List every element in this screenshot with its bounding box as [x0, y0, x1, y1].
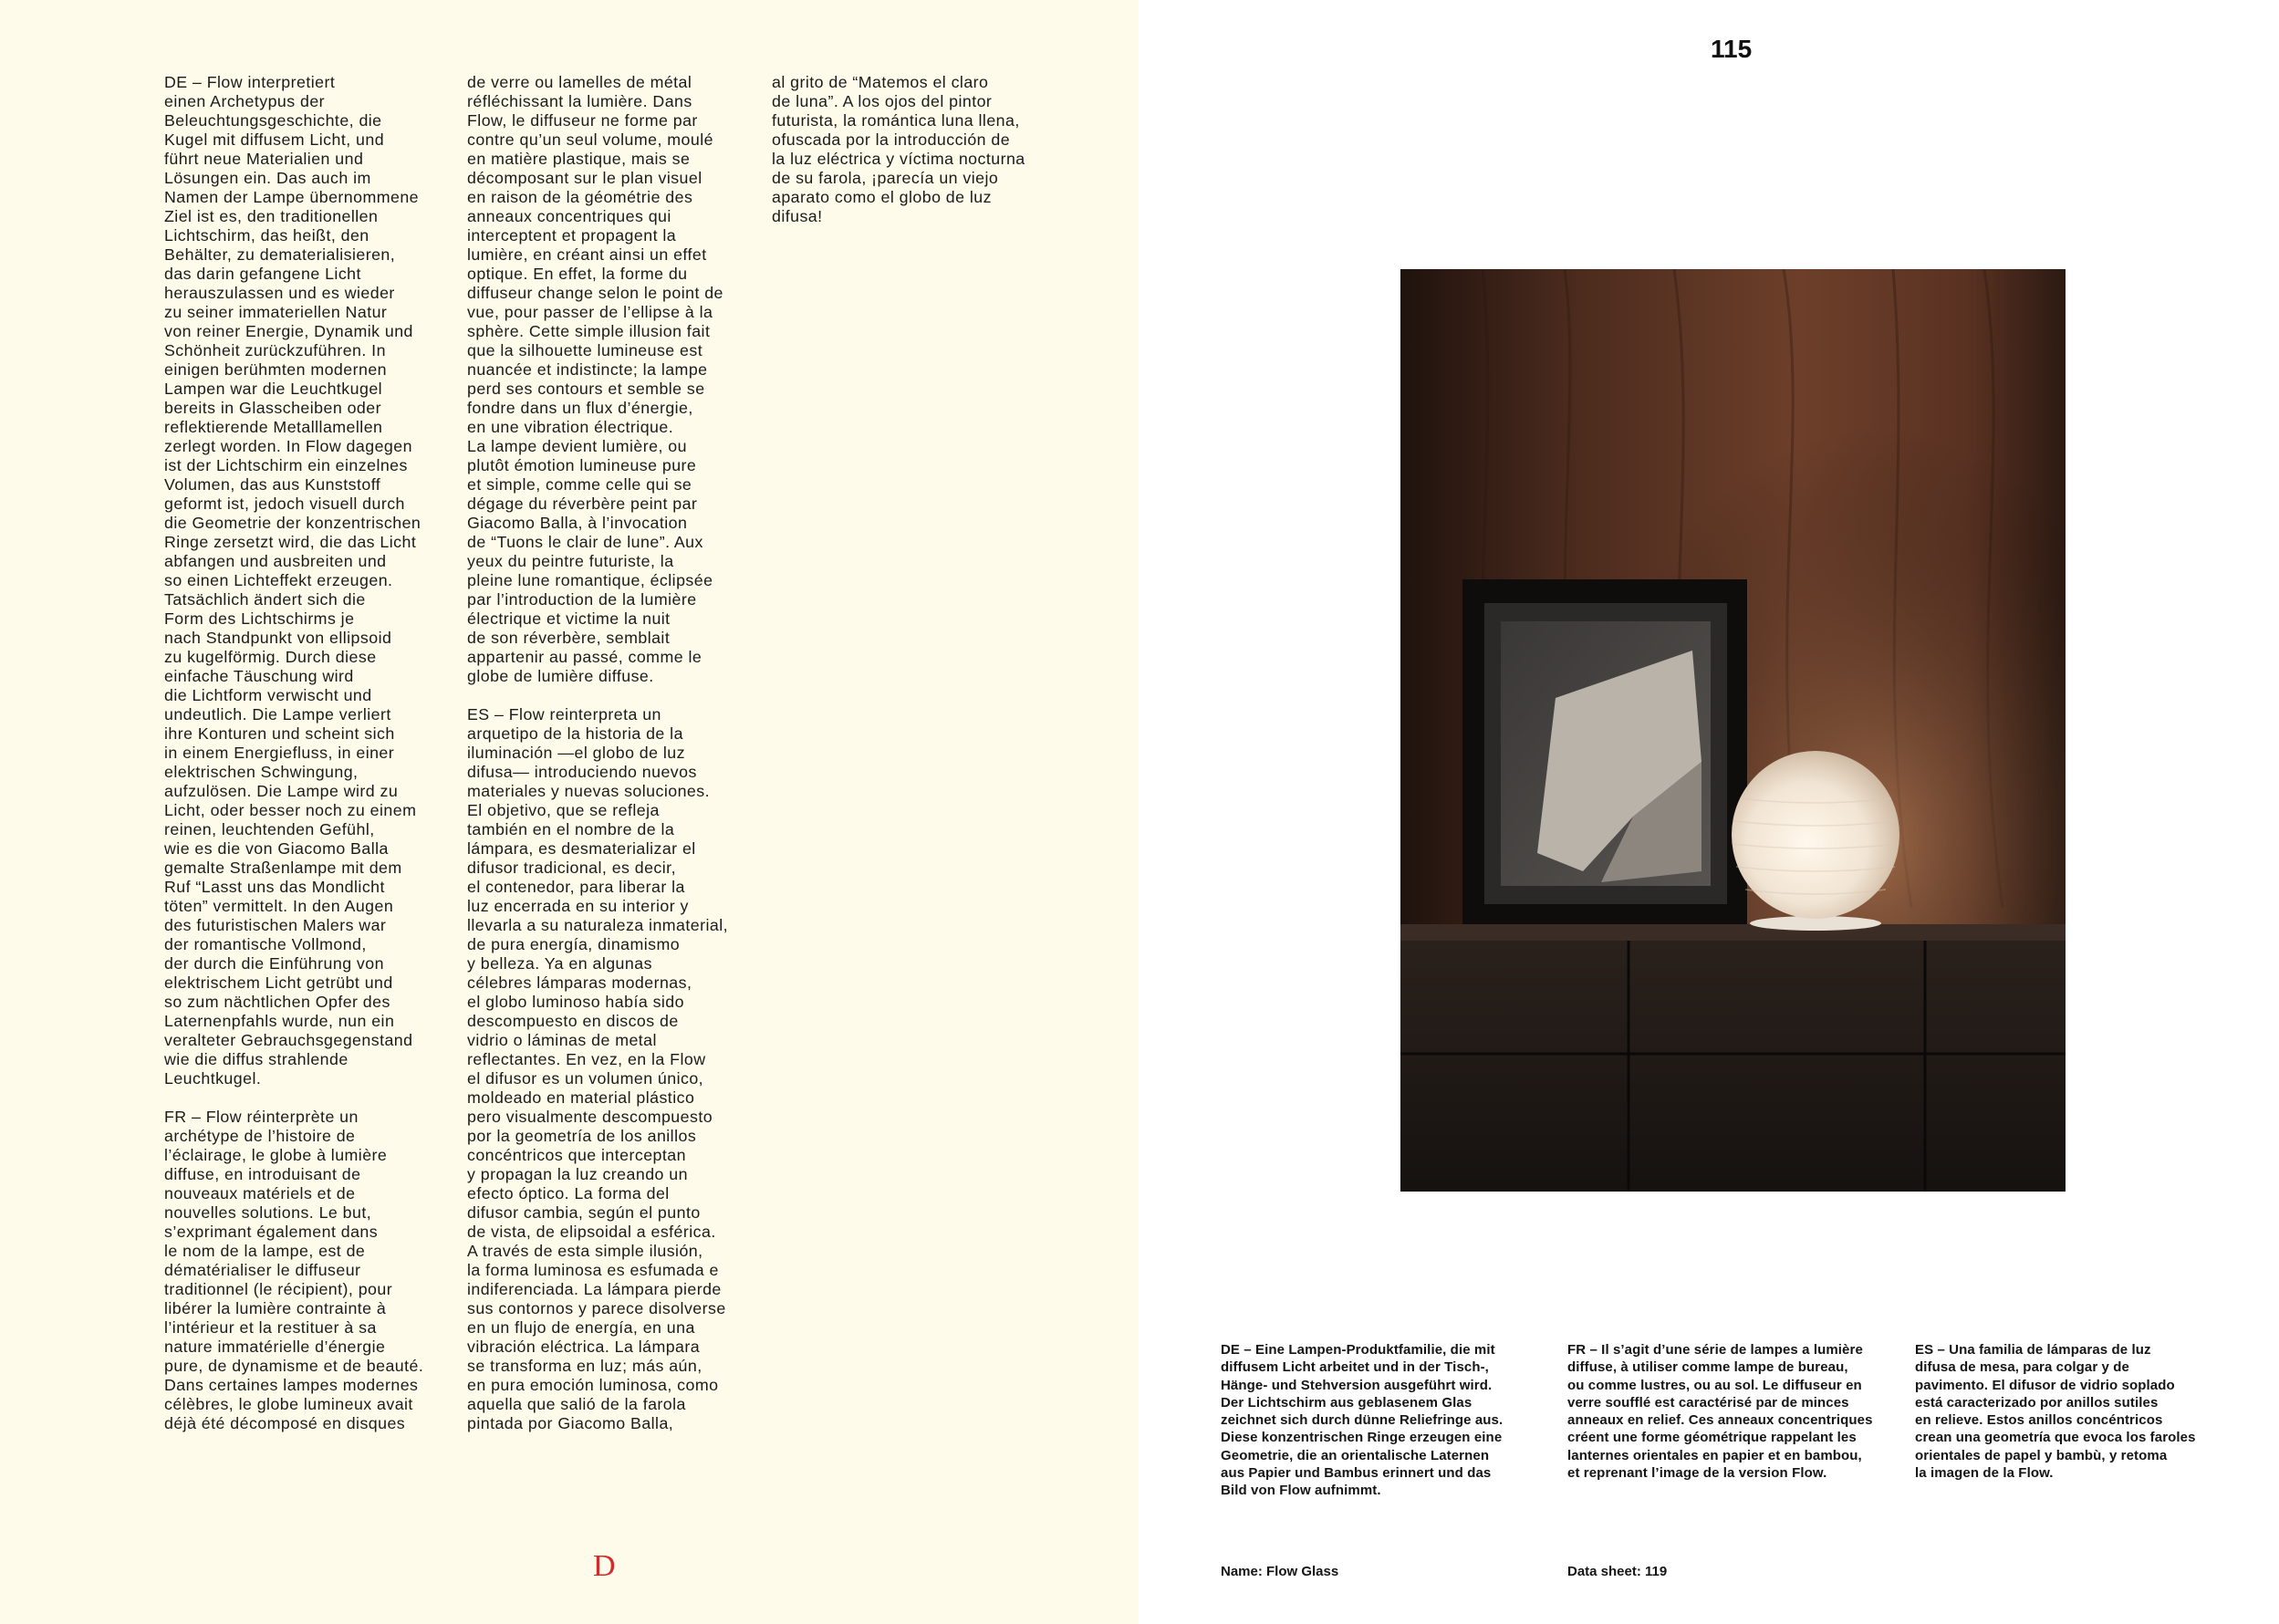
- paragraph-de: DE – Flow interpretiert einen Archetypus der Beleuchtungsgeschichte, die Kugel mit diffusem Licht, und führt neue Materialien und Lösungen ein. Das auch im Namen der Lampe übernommene Ziel ist es, den traditionellen Lichtschirm, das heißt, den Behälter, zu dematerialisieren, das darin gefangene Licht herauszulassen und es wieder zu seiner immateriellen Natur von reiner Energie, Dynamik und Schönheit zurückzuführen. In einigen berühmten modernen Lampen war die Leuchtkugel bereits in Glasscheiben oder reflektierende Metalllamellen zerlegt worden. In Flow dagegen ist der Lichtschirm ein einzelnes Volumen, das aus Kunststoff geformt ist, jedoch visuell durch die Geometrie der konzentrischen Ringe zersetzt wird, die das Licht abfangen und ausbreiten und so einen Lichteffekt erzeugen. Tatsächlich ändert sich die Form des Lichtschirms je nach Standpunkt von ellipsoid zu kugelförmig. Durch diese einfache Täuschung wird die Lichtform verwischt und undeutlich. Die Lampe verliert ihre Konturen und scheint sich in einem Energiefluss, in einer elektrischen Schwingung, aufzulösen. Die Lampe wird zu Licht, oder besser noch zu einem reinen, leuchtenden Gefühl, wie es die von Giacomo Balla gemalte Straßenlampe mit dem Ruf “Lasst uns das Mondlicht töten” vermittelt. In den Augen des futuristischen Malers war der romantische Vollmond, der durch die Einführung von elektrischem Licht getrübt und so zum nächtlichen Opfer des Laternenpfahls wurde, nun ein veralteter Gebrauchsgegenstand wie die diffus strahlende Leuchtkugel.: [164, 73, 421, 1088]
- text-column-3: [772, 73, 1068, 226]
- text-column-1: [164, 73, 461, 1433]
- paragraph-fr-start: FR – Flow réinterprète un archétype de l’histoire de l’éclairage, le globe à lumière diffuse, en introduisant de nouveaux matériels et de nouvelles solutions. Le but, s’exprimant également dans le nom de la lampe, est de dématérialiser le diffuseur traditionnel (le récipient), pour libérer la lumière contrainte à l’intérieur et la restituer à sa nature immatérielle d’énergie pure, de dynamisme et de beauté. Dans certaines lampes modernes célèbres, le globe lumineux avait déjà été décomposé en disques: [164, 1108, 424, 1432]
- caption-de: DE – Eine Lampen-Produktfamilie, die mit diffusem Licht arbeitet und in der Tisch-, Hänge- und Stehversion ausgeführt wird. Der Lichtschirm aus geblasenem Glas zeichnet sich durch dünne Reliefringe aus. Diese konzentrischen Ringe erzeugen eine Geometrie, die an orientalische Laternen aus Papier und Bambus erinnert und das Bild von Flow aufnimmt.: [1221, 1342, 1504, 1499]
- text-column-2: [467, 73, 764, 1433]
- paragraph-es-end: al grito de “Matemos el claro de luna”. A los ojos del pintor futurista, la romántica luna llena, ofuscada por la introducción de la luz eléctrica y víctima nocturna de su farola, ¡parecía un viejo aparato como el globo de luz difusa!: [772, 73, 1025, 225]
- folio-letter: D: [593, 1549, 616, 1583]
- page-number: 115: [1711, 35, 1753, 63]
- caption-fr: FR – Il s’agit d’une série de lampes a lumière diffuse, à utiliser comme lampe de bureau, ou comme lustres, ou au sol. Le diffuseur en verre soufflé est caractérisé par de minces anneaux en relief. Ces anneaux concentriques créent une forme géométrique rappelant les lanternes orientales en papier et en bambou, et reprenant l’image de la version Flow.: [1567, 1342, 1873, 1482]
- paragraph-es-start: ES – Flow reinterpreta un arquetipo de la historia de la iluminación —el globo de luz difusa— introduciendo nuevos materiales y nuevas soluciones. El objetivo, que se refleja también en el nombre de la lámpara, es desmaterializar el difusor tradicional, es decir, el contenedor, para liberar la luz encerrada en su interior y llevarla a su naturaleza inmaterial, de pura energía, dinamismo y belleza. Ya en algunas célebres lámparas modernas, el globo luminoso había sido descompuesto en discos de vidrio o láminas de metal reflectantes. En vez, en la Flow el difusor es un volumen único, moldeado en material plástico pero visualmente descompuesto por la geometría de los anillos concéntricos que interceptan y propagan la luz creando un efecto óptico. La forma del difusor cambia, según el punto de vista, de elipsoidal a esférica. A través de esta simple ilusión, la forma luminosa es esfumada e indiferenciada. La lámpara pierde sus contornos y parece disolverse en un flujo de energía, en una vibración eléctrica. La lámpara se transforma en luz; más aún, en pura emoción luminosa, como aquella que salió de la farola pintada por Giacomo Balla,: [467, 705, 729, 1432]
- caption-es: ES – Una familia de lámparas de luz difusa de mesa, para colgar y de pavimento. El difusor de vidrio soplado está caracterizado por anillos sutiles en relieve. Estos anillos concéntricos crean una geometría que evoca los faroles orientales de papel y bambù, y retoma la imagen de la Flow.: [1915, 1342, 2196, 1482]
- cabinet: [1400, 941, 2066, 1192]
- product-photo: [1400, 269, 2066, 1192]
- left-page: [0, 0, 1139, 1624]
- product-name-label: Name: Flow Glass: [1221, 1564, 1339, 1579]
- paragraph-fr-end: de verre ou lamelles de métal réfléchissant la lumière. Dans Flow, le diffuseur ne forme par contre qu’un seul volume, moulé en matière plastique, mais se décomposant sur le plan visuel en raison de la géométrie des anneaux concentriques qui interceptent et propagent la lumière, en créant ainsi un effet optique. En effet, la forme du diffuseur change selon le point de vue, pour passer de l’ellipse à la sphère. Cette simple illusion fait que la silhouette lumineuse est nuancée et indistincte; la lampe perd ses contours et semble se fondre dans un flux d’énergie, en une vibration électrique. La lampe devient lumière, ou plutôt émotion lumineuse pure et simple, comme celle qui se dégage du réverbère peint par Giacomo Balla, à l’invocation de “Tuons le clair de lune”. Aux yeux du peintre futuriste, la pleine lune romantique, éclipsée par l’introduction de la lumière électrique et victime la nuit de son réverbère, semblait appartenir au passé, comme le globe de lumière diffuse.: [467, 73, 723, 685]
- data-sheet-label: Data sheet: 119: [1567, 1564, 1668, 1579]
- cabinet-top: [1400, 924, 2066, 941]
